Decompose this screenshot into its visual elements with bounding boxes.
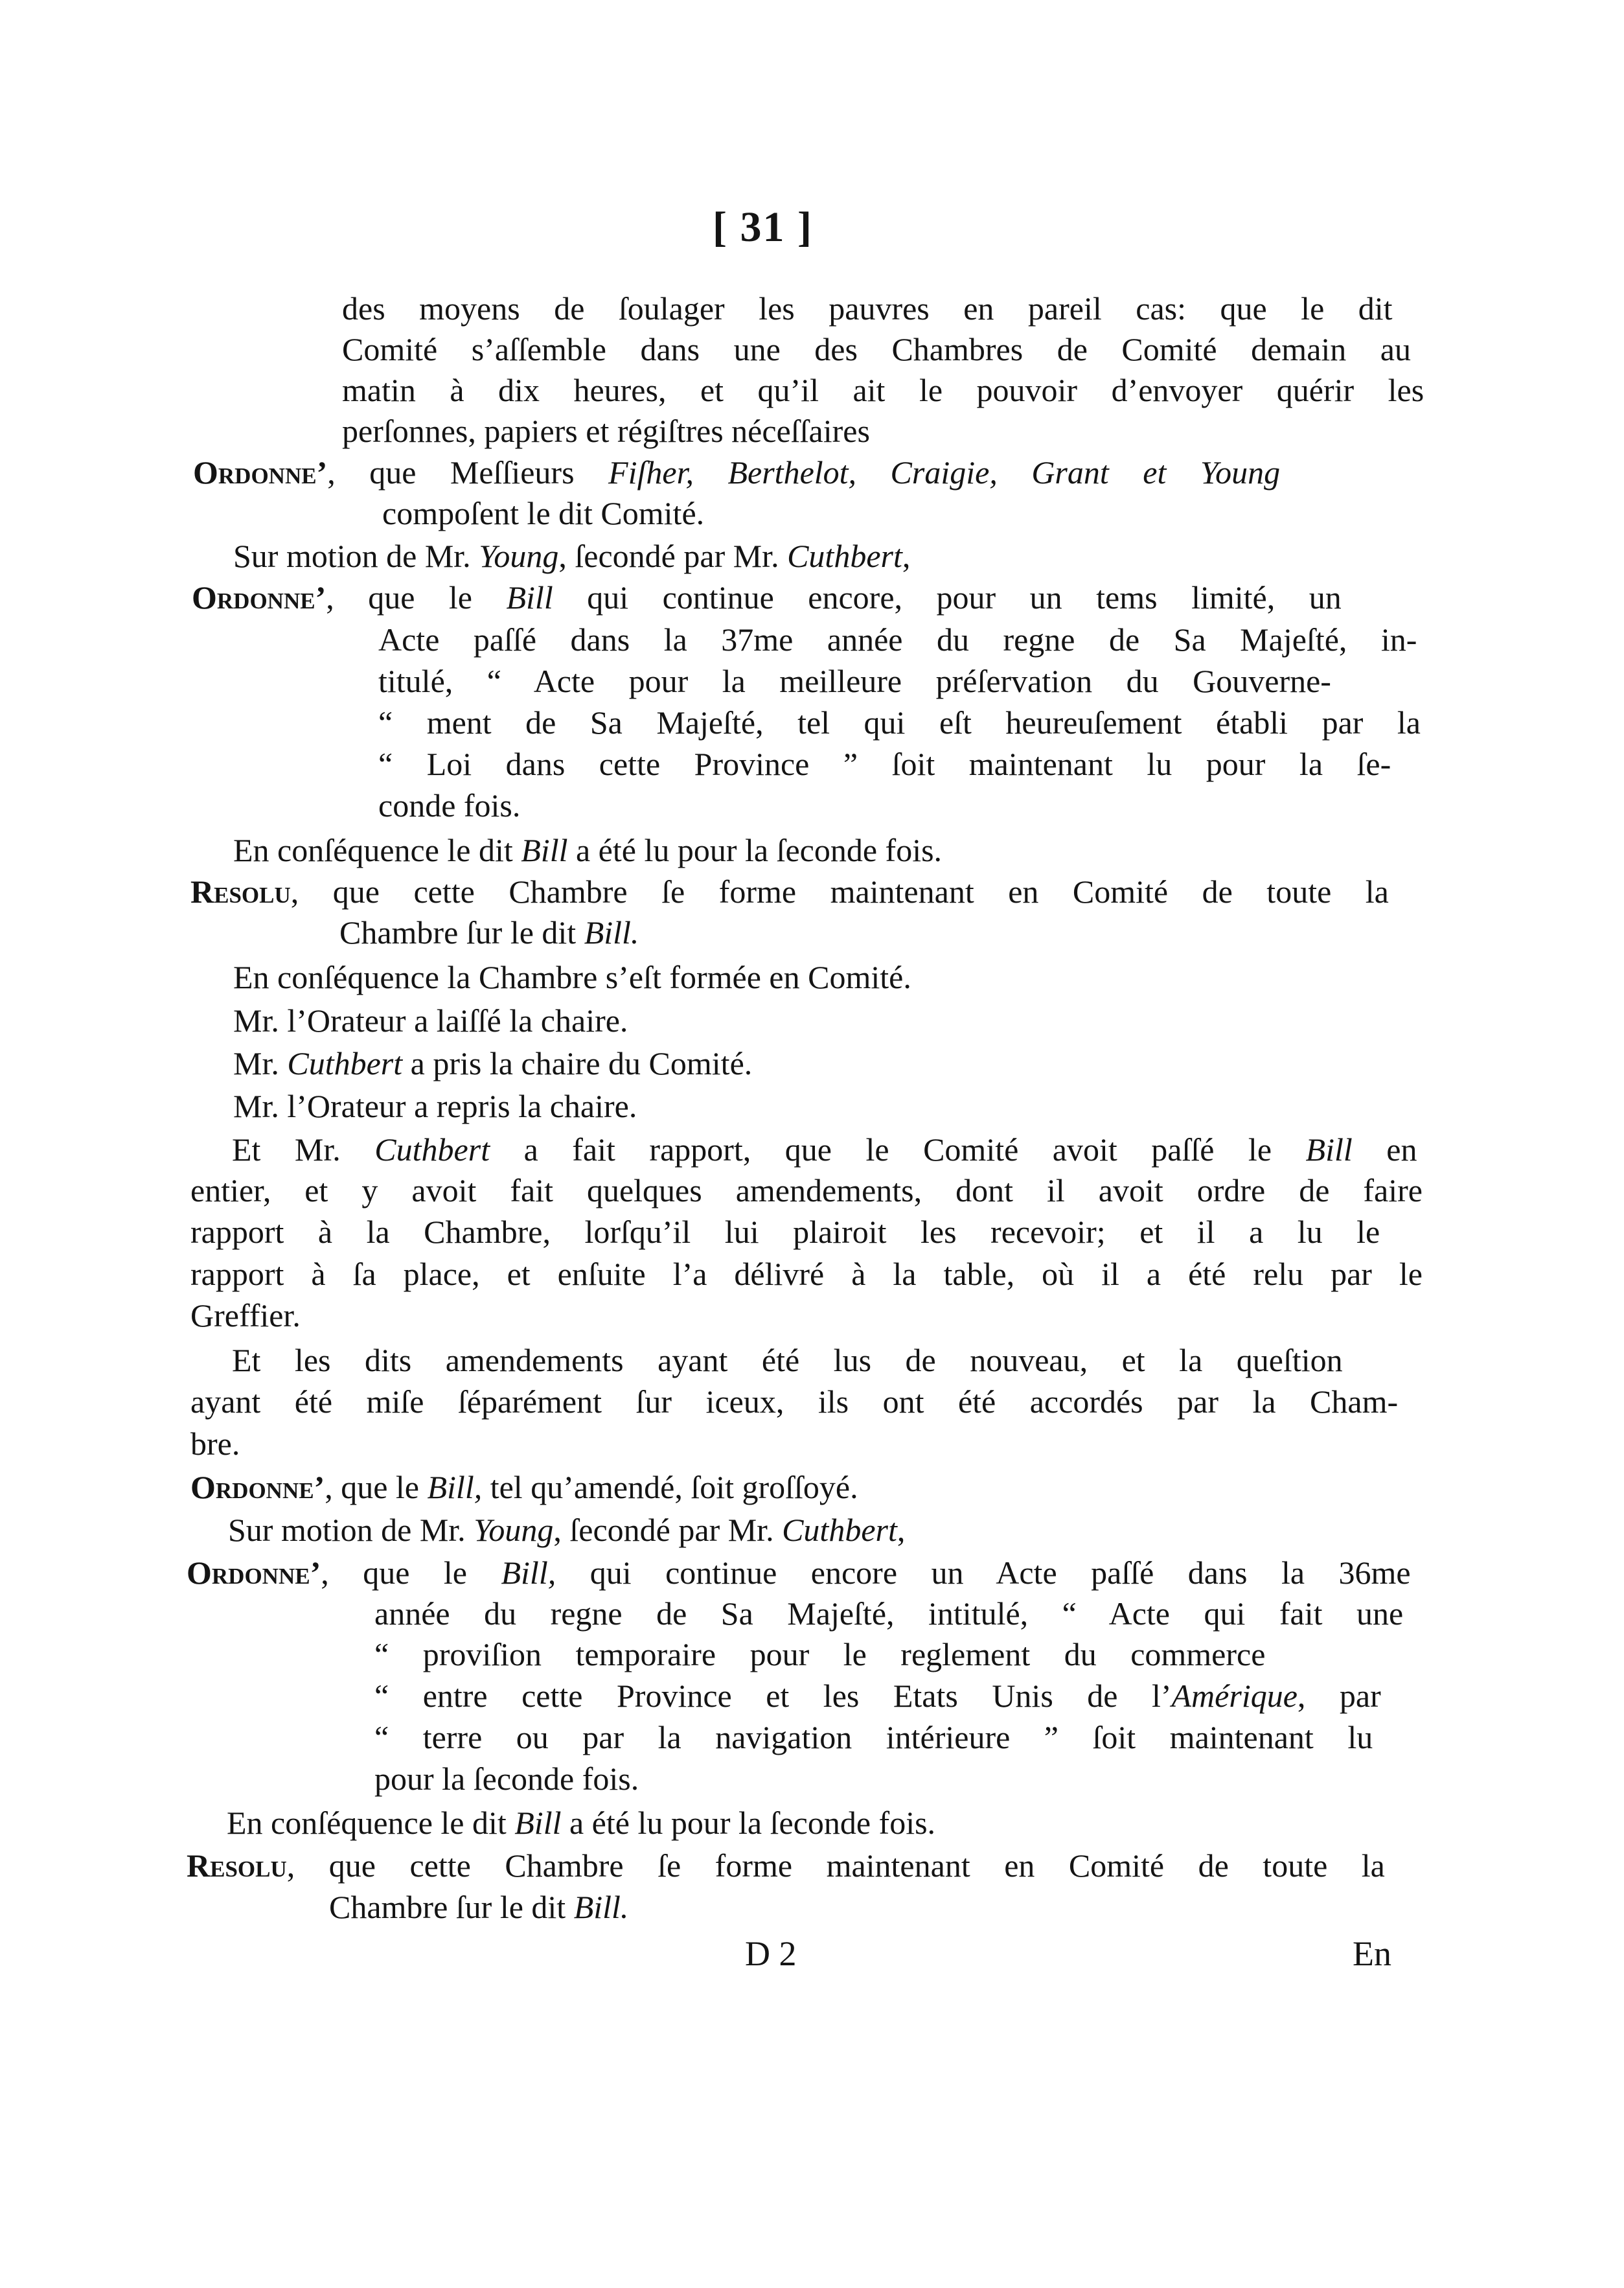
- text-run: a pris la chaire du Comité.: [402, 1045, 753, 1081]
- italic-run: Bill: [506, 579, 553, 616]
- text-run: Chambre ſur le dit: [329, 1889, 574, 1925]
- text-line: [342, 371, 1424, 409]
- text-line: [378, 745, 1391, 783]
- text-line: [233, 1002, 628, 1039]
- text-line: [190, 1383, 1398, 1420]
- text-line: [190, 873, 1389, 910]
- text-line: [190, 1213, 1380, 1251]
- text-run: a été lu pour la ſeconde fois.: [561, 1805, 936, 1841]
- text-run: matin à dix heures, et qu’il ait le pouvoir d’envoyer quérir les: [342, 372, 1424, 408]
- text-run: , que le: [321, 1554, 501, 1591]
- text-line: [342, 290, 1393, 327]
- text-run: Mr. l’Orateur a repris la chaire.: [233, 1088, 637, 1124]
- text-run: Mr.: [233, 1045, 288, 1081]
- text-line: [374, 1595, 1403, 1632]
- text-line: [378, 787, 520, 824]
- text-run: qui continue encore un Acte paſſé dans la 36me: [556, 1554, 1411, 1591]
- small-caps-run: Resolu: [190, 873, 291, 910]
- text-run: Greffier.: [190, 1297, 301, 1334]
- text-line: [374, 1635, 1265, 1673]
- text-run: , que cette Chambre ſe forme maintenant en Comité de toute la: [286, 1847, 1385, 1884]
- text-line: [232, 1131, 1417, 1168]
- text-line: [378, 704, 1421, 741]
- text-line: [233, 958, 911, 996]
- italic-run: Bill,: [501, 1554, 556, 1591]
- text-line: [378, 662, 1331, 700]
- text-run: En conſéquence le dit: [227, 1805, 515, 1841]
- catchword: En: [1353, 1934, 1391, 1973]
- italic-run: Young: [474, 1512, 554, 1548]
- text-run: , que le: [325, 1469, 428, 1505]
- italic-run: Cuthbert: [287, 1045, 403, 1081]
- text-run: en: [1352, 1131, 1417, 1168]
- italic-run: Cuthbert: [782, 1512, 897, 1548]
- text-line: [374, 1760, 639, 1797]
- text-run: entier, et y avoit fait quelques amendements, dont il avoit ordre de faire: [190, 1172, 1423, 1208]
- italic-run: Cuthbert: [374, 1131, 490, 1168]
- text-run: En conſéquence la Chambre s’eſt formée en Comité.: [233, 959, 911, 995]
- text-run: ,: [897, 1512, 906, 1548]
- small-caps-run: Ordonne’: [187, 1554, 321, 1591]
- text-line: [374, 1677, 1381, 1715]
- text-run: pour la ſeconde fois.: [374, 1761, 639, 1797]
- text-line: [227, 1804, 935, 1842]
- text-run: En conſéquence le dit: [233, 832, 521, 868]
- text-line: [378, 621, 1417, 658]
- text-run: , ſecondé par Mr.: [558, 538, 788, 574]
- italic-run: Bill: [521, 832, 568, 868]
- text-line: [192, 579, 1342, 616]
- text-line: [233, 1087, 637, 1125]
- text-line: [187, 1847, 1385, 1884]
- text-run: , ſecondé par Mr.: [553, 1512, 783, 1548]
- text-run: titulé, “ Acte pour la meilleure préſervation du Gouverne-: [378, 663, 1331, 699]
- text-line: [233, 831, 942, 869]
- italic-run: Bill.: [584, 914, 639, 951]
- text-run: a été lu pour la ſeconde fois.: [567, 832, 943, 868]
- text-run: “ ment de Sa Majeſté, tel qui eſt heureuſement établi par la: [378, 704, 1421, 741]
- text-run: des moyens de ſoulager les pauvres en pareil cas: que le dit: [342, 290, 1393, 327]
- text-run: “ terre ou par la navigation intérieure ” ſoit maintenant lu: [374, 1719, 1373, 1755]
- italic-run: Bill: [514, 1805, 562, 1841]
- signature-mark: D 2: [745, 1934, 797, 1973]
- text-run: rapport à la Chambre, lorſqu’il lui plairoit les recevoir; et il a lu le: [190, 1214, 1380, 1250]
- text-run: compoſent le dit Comité.: [382, 495, 705, 531]
- italic-run: Bill: [1305, 1131, 1353, 1168]
- text-run: ,: [902, 538, 911, 574]
- text-line: [233, 537, 910, 575]
- text-run: “ Loi dans cette Province ” ſoit maintenant lu pour la ſe-: [378, 746, 1391, 782]
- text-run: “ proviſion temporaire pour le reglement du commerce: [374, 1636, 1266, 1672]
- text-line: [339, 914, 639, 951]
- text-line: [190, 1297, 301, 1334]
- italic-run: Bill,: [427, 1469, 483, 1505]
- italic-run: Cuthbert: [787, 538, 902, 574]
- text-run: conde fois.: [378, 787, 521, 824]
- text-run: rapport à ſa place, et enſuite l’a délivré à la table, où il a été relu par le: [190, 1256, 1423, 1292]
- small-caps-run: Ordonne’: [193, 454, 328, 491]
- text-run: a fait rapport, que le Comité avoit paſſé le: [490, 1131, 1306, 1168]
- text-run: Sur motion de Mr.: [233, 538, 479, 574]
- text-line: [190, 1468, 858, 1506]
- text-line: [374, 1718, 1373, 1756]
- text-line: [187, 1554, 1411, 1591]
- text-run: tel qu’amendé, ſoit groſſoyé.: [482, 1469, 858, 1505]
- text-run: perſonnes, papiers et régiſtres néceſſaires: [342, 413, 870, 449]
- text-run: , que Meſſieurs: [327, 454, 609, 491]
- text-run: année du regne de Sa Majeſté, intitulé, “ Acte qui fait une: [374, 1595, 1404, 1632]
- text-run: bre.: [190, 1426, 240, 1462]
- text-line: [190, 1172, 1423, 1209]
- text-run: Chambre ſur le dit: [339, 914, 584, 951]
- text-run: Acte paſſé dans la 37me année du regne de Sa Majeſté, in-: [378, 621, 1417, 658]
- text-line: [342, 412, 870, 450]
- text-run: , par: [1297, 1678, 1381, 1714]
- italic-run: Fiſher, Berthelot, Craigie, Grant et Young: [608, 454, 1281, 491]
- small-caps-run: Resolu: [187, 1847, 287, 1884]
- text-run: Sur motion de Mr.: [228, 1512, 474, 1548]
- text-line: [329, 1888, 628, 1926]
- text-line: [193, 454, 1280, 491]
- italic-run: Amérique: [1171, 1678, 1298, 1714]
- text-line: [190, 1255, 1423, 1293]
- small-caps-run: Ordonne’: [190, 1469, 325, 1505]
- text-run: Comité s’aſſemble dans une des Chambres de Comité demain au: [342, 331, 1411, 367]
- text-line: [382, 494, 704, 532]
- text-line: [228, 1511, 905, 1549]
- text-run: Et Mr.: [232, 1131, 375, 1168]
- text-line: [190, 1425, 240, 1462]
- text-run: Mr. l’Orateur a laiſſé la chaire.: [233, 1002, 628, 1039]
- text-run: Et les dits amendements ayant été lus de nouveau, et la queſtion: [232, 1342, 1343, 1378]
- small-caps-run: Ordonne’: [192, 579, 326, 616]
- text-line: [342, 330, 1411, 368]
- text-run: “ entre cette Province et les Etats Unis de l’: [374, 1678, 1172, 1714]
- text-run: , que le: [326, 579, 507, 616]
- text-run: qui continue encore, pour un tems limité, un: [553, 579, 1342, 616]
- text-run: , que cette Chambre ſe forme maintenant en Comité de toute la: [290, 873, 1389, 910]
- text-line: [233, 1045, 752, 1082]
- italic-run: Young: [479, 538, 559, 574]
- text-run: ayant été miſe ſéparément ſur iceux, ils ont été accordés par la Cham-: [190, 1383, 1399, 1420]
- text-line: [232, 1341, 1343, 1379]
- italic-run: Bill.: [573, 1889, 629, 1925]
- page-number-header: [ 31 ]: [713, 203, 813, 251]
